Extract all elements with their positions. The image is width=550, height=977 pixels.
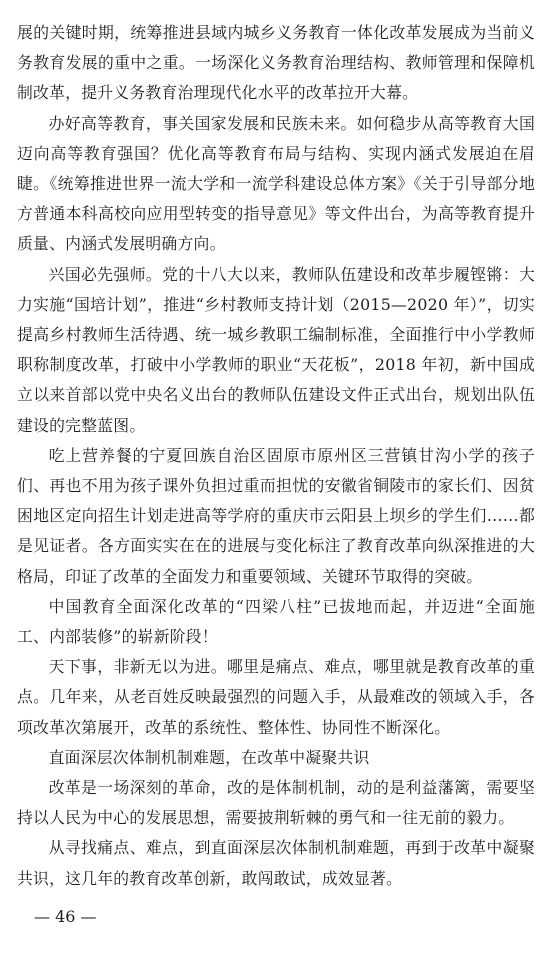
- paragraph-teachers: 兴国必先强师。党的十八大以来，教师队伍建设和改革步履铿锵：大力实施“国培计划”，推进“乡村教师支持计划（2015—2020 年）”，切实提高乡村教师生活待遇、统一城乡教职工编制标准，全面推行中小学教师职称制度改革，打破中小学教师的职业“天花板”，2018 年初，新中国成立以来首部以党中央名义出台的教师队伍建设文件正式出台，规划出队伍建设的完整蓝图。: [17, 264, 535, 435]
- paragraph-reform-focus: 天下事，非新无以为进。哪里是痛点、难点，哪里就是教育改革的重点。几年来，从老百姓反映最强烈的问题入手，从最难改的领域入手，各项改革次第展开，改革的系统性、整体性、协同性不断深化。: [17, 657, 535, 737]
- paragraph-higher-education: 办好高等教育，事关国家发展和民族未来。如何稳步从高等教育大国迈向高等教育强国？优化高等教育布局与结构、实现内涵式发展迫在眉睫。《统筹推进世界一流大学和一流学科建设总体方案》《关于引导部分地方普通本科高校向应用型转变的指导意见》等文件出台，为高等教育提升质量、内涵式发展明确方向。: [17, 113, 535, 254]
- paragraph-achievements: 从寻找痛点、难点，到直面深层次体制机制难题，再到于改革中凝聚共识，这几年的教育改革创新，敢闯敢试，成效显著。: [17, 838, 535, 888]
- paragraph-deep-revolution: 改革是一场深刻的革命，改的是体制机制，动的是利益藩篱，需要坚持以人民为中心的发展思想，需要披荆斩棘的勇气和一往无前的毅力。: [17, 778, 535, 828]
- paragraph-four-beams: 中国教育全面深化改革的“四梁八柱”已拔地而起，并迈进“全面施工、内部装修”的崭新阶段！: [17, 596, 535, 647]
- section-heading: 直面深层次体制机制难题，在改革中凝聚共识: [48, 747, 370, 767]
- paragraph-witnesses: 吃上营养餐的宁夏回族自治区固原市原州区三营镇甘沟小学的孩子们、再也不用为孩子课外负担过重而担忧的安徽省铜陵市的家长们、因贫困地区定向招生计划走进高等学府的重庆市云阳县上坝乡的学生们……都是见证者。各方面实实在在的进展与变化标注了教育改革向纵深推进的大格局，印证了改革的全面发力和重要领域、关键环节取得的突破。: [17, 445, 535, 586]
- page-number: — 46 —: [34, 907, 97, 926]
- paragraph-continuation: 展的关键时期，统筹推进县域内城乡义务教育一体化改革发展成为当前义务教育发展的重中之重。一场深化义务教育治理结构、教师管理和保障机制改革，提升义务教育治理现代化水平的改革拉开大幕。: [17, 23, 535, 103]
- document-body: [17, 18, 535, 894]
